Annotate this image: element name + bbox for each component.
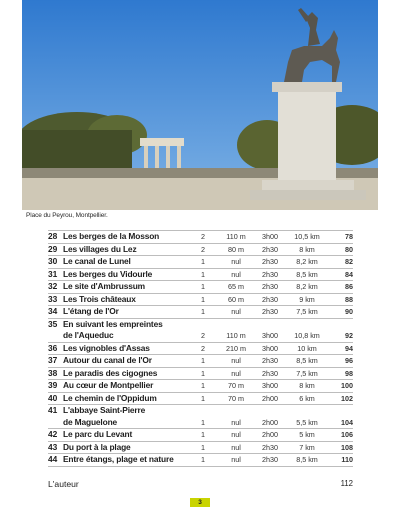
table-row	[48, 230, 353, 244]
page-number: 96	[345, 356, 353, 365]
walk-title-line: Les Trois châteaux	[63, 293, 136, 304]
difficulty: 1	[201, 381, 205, 390]
table-row	[48, 393, 353, 406]
table-row	[48, 281, 353, 294]
distance: 5,5 km	[296, 417, 318, 427]
walk-title-line: Le site d'Ambrussum	[63, 281, 145, 291]
page-number: 82	[345, 257, 353, 266]
table-row	[48, 306, 353, 319]
elevation: nul	[231, 430, 241, 439]
elevation: 65 m	[228, 282, 244, 291]
elevation: nul	[231, 442, 241, 452]
distance: 8 km	[299, 381, 315, 390]
walk-title-line: Le paradis des cigognes	[63, 367, 158, 378]
walk-number: 32	[48, 281, 58, 291]
walk-title-line: Entre étangs, plage et nature	[63, 454, 174, 464]
difficulty: 1	[201, 282, 205, 291]
distance: 7 km	[299, 442, 315, 452]
walk-number: 29	[48, 243, 58, 254]
distance: 8,2 km	[296, 257, 318, 266]
elevation: nul	[231, 368, 241, 378]
walk-title-line: En suivant les empreintes	[63, 318, 163, 329]
page-number: 92	[345, 331, 353, 340]
table-row	[48, 256, 353, 269]
page-number: 106	[341, 430, 353, 439]
duration: 2h00	[262, 417, 278, 427]
elevation: 110 m	[226, 232, 246, 241]
walk-title-line: Le parc du Levant	[63, 429, 133, 439]
table-row	[48, 319, 353, 343]
duration: 2h30	[262, 282, 278, 291]
walks-table	[48, 230, 353, 467]
distance: 6 km	[299, 393, 315, 403]
elevation: nul	[231, 356, 241, 365]
walk-number: 30	[48, 256, 58, 266]
walk-number: 34	[48, 306, 58, 316]
walk-number: 35	[48, 318, 58, 329]
page-number: 108	[341, 442, 353, 452]
page-number: 80	[345, 244, 353, 254]
walk-title-line: L'abbaye Saint-Pierre	[63, 405, 146, 415]
walk-title-line: de l'Aqueduc	[63, 330, 114, 340]
duration: 2h30	[262, 244, 278, 254]
difficulty: 1	[201, 417, 205, 427]
table-row	[48, 294, 353, 307]
page-number: 86	[345, 282, 353, 291]
distance: 8,5 km	[296, 269, 318, 279]
distance: 7,5 km	[296, 307, 318, 316]
elevation: 210 m	[226, 343, 246, 353]
difficulty: 1	[201, 294, 205, 304]
walk-title-line: Au cœur de Montpellier	[63, 380, 154, 390]
table-row	[48, 368, 353, 381]
walk-title-line: Les villages du Lez	[63, 243, 137, 254]
page-folio: 3	[190, 498, 210, 507]
table-row	[48, 380, 353, 393]
walk-number: 43	[48, 441, 58, 452]
difficulty: 1	[201, 356, 205, 365]
page-number: 102	[341, 393, 353, 403]
difficulty: 1	[201, 393, 205, 403]
walk-number: 40	[48, 392, 58, 403]
page-number: 100	[341, 381, 353, 390]
page-number: 94	[345, 343, 353, 353]
page-number: 104	[341, 417, 353, 427]
distance: 8,5 km	[296, 455, 318, 464]
table-row	[48, 343, 353, 356]
walk-number: 44	[48, 454, 58, 464]
walk-number: 41	[48, 405, 58, 415]
author-label: L'auteur	[48, 479, 79, 489]
distance: 10,5 km	[294, 232, 320, 241]
elevation: 70 m	[228, 393, 244, 403]
walk-title-line: Du port à la plage	[63, 441, 131, 452]
walk-number: 38	[48, 367, 58, 378]
difficulty: 2	[201, 331, 205, 340]
distance: 9 km	[299, 294, 315, 304]
page-number: 88	[345, 294, 353, 304]
duration: 2h30	[262, 269, 278, 279]
elevation: nul	[231, 307, 241, 316]
difficulty: 2	[201, 244, 205, 254]
duration: 2h30	[262, 442, 278, 452]
elevation: 60 m	[228, 294, 244, 304]
walk-title-line: Le chemin de l'Oppidum	[63, 392, 157, 403]
duration: 2h00	[262, 430, 278, 439]
walk-number: 28	[48, 231, 58, 241]
duration: 2h00	[262, 393, 278, 403]
duration: 2h30	[262, 368, 278, 378]
difficulty: 1	[201, 269, 205, 279]
distance: 10,8 km	[294, 331, 320, 340]
duration: 2h30	[262, 307, 278, 316]
elevation: 110 m	[226, 331, 246, 340]
difficulty: 2	[201, 232, 205, 241]
difficulty: 1	[201, 368, 205, 378]
elevation: nul	[231, 257, 241, 266]
duration: 2h30	[262, 257, 278, 266]
page-number: 84	[345, 269, 353, 279]
table-row	[48, 429, 353, 442]
table-row	[48, 442, 353, 455]
elevation: nul	[231, 417, 241, 427]
elevation: nul	[231, 455, 241, 464]
difficulty: 1	[201, 430, 205, 439]
difficulty: 2	[201, 343, 205, 353]
walk-number: 36	[48, 342, 58, 353]
page-number: 110	[341, 455, 353, 464]
table-row	[48, 269, 353, 282]
walk-number: 37	[48, 355, 58, 365]
distance: 8,2 km	[296, 282, 318, 291]
distance: 10 km	[297, 343, 317, 353]
walk-title-line: Les vignobles d'Assas	[63, 342, 150, 353]
walk-title-line: Les berges de la Mosson	[63, 231, 160, 241]
difficulty: 1	[201, 307, 205, 316]
duration: 3h00	[262, 232, 278, 241]
photo-caption: Place du Peyrou, Montpellier.	[26, 212, 108, 219]
duration: 3h00	[262, 343, 278, 353]
page-number: 78	[345, 232, 353, 241]
walk-title-line: de Maguelone	[63, 416, 118, 427]
walk-title-line: Les berges du Vidourle	[63, 268, 153, 279]
table-row	[48, 454, 353, 467]
place-du-peyrou-photo	[22, 0, 378, 210]
duration: 2h30	[262, 455, 278, 464]
author-page: 112	[340, 479, 353, 488]
walk-number: 39	[48, 380, 58, 390]
duration: 3h00	[262, 381, 278, 390]
walk-title-line: Autour du canal de l'Or	[63, 355, 152, 365]
duration: 3h00	[262, 331, 278, 340]
difficulty: 1	[201, 257, 205, 266]
difficulty: 1	[201, 455, 205, 464]
elevation: 70 m	[228, 381, 244, 390]
walk-number: 33	[48, 293, 58, 304]
difficulty: 1	[201, 442, 205, 452]
distance: 8,5 km	[296, 356, 318, 365]
elevation: 80 m	[228, 244, 244, 254]
table-row	[48, 355, 353, 368]
walk-number: 42	[48, 429, 58, 439]
walk-title-line: L'étang de l'Or	[63, 306, 119, 316]
duration: 2h30	[262, 356, 278, 365]
walk-title-line: Le canal de Lunel	[63, 256, 131, 266]
duration: 2h30	[262, 294, 278, 304]
distance: 5 km	[299, 430, 315, 439]
page-number: 98	[345, 368, 353, 378]
elevation: nul	[231, 269, 241, 279]
distance: 8 km	[299, 244, 315, 254]
distance: 7,5 km	[296, 368, 318, 378]
walk-number: 31	[48, 268, 58, 279]
table-row	[48, 244, 353, 257]
page-number: 90	[345, 307, 353, 316]
table-row	[48, 405, 353, 429]
